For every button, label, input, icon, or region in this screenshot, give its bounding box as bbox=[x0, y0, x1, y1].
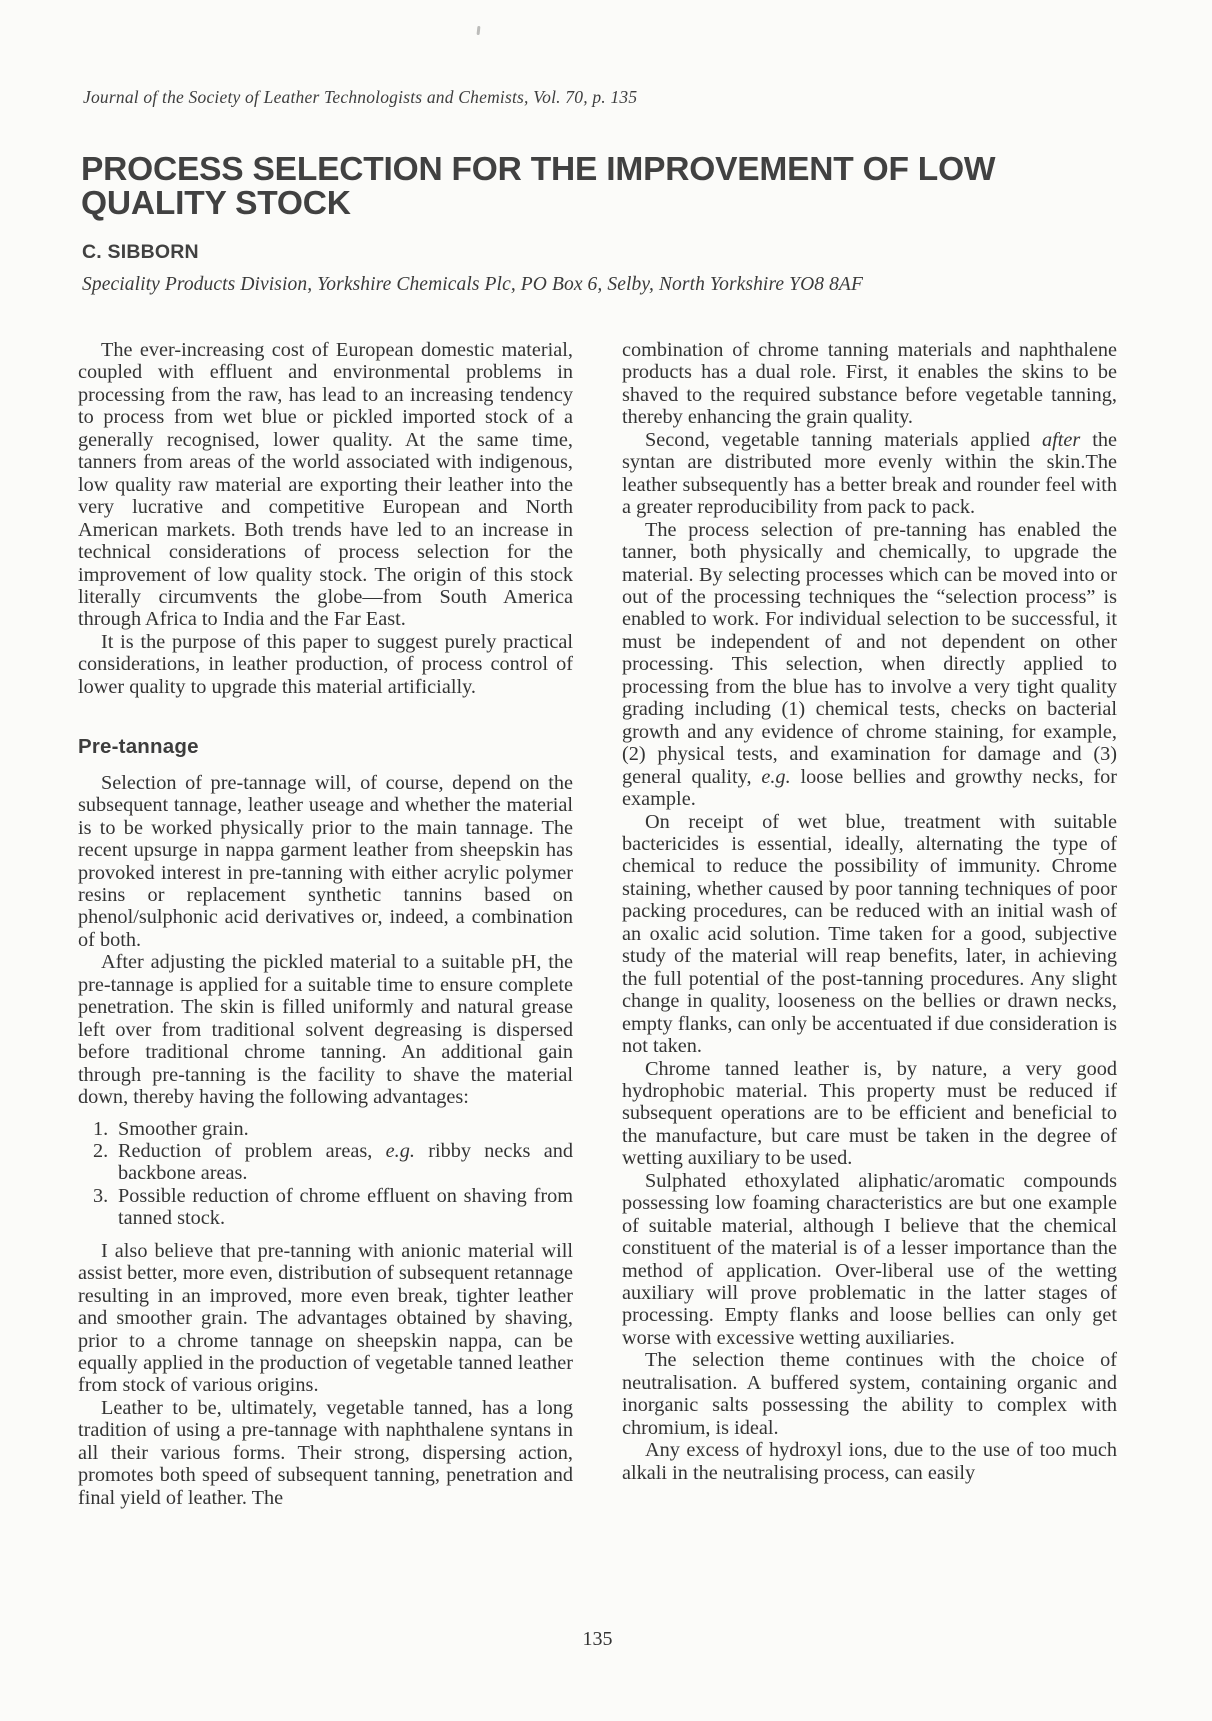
paragraph bbox=[78, 1397, 573, 1509]
text-run: Possible reduction of chrome effluent on shaving from tanned stock. bbox=[118, 1184, 573, 1230]
text-run: The ever-increasing cost of European domestic material, coupled with effluent and environmental problems in processing from the raw, has lead to an increasing tendency to process from wet blue or pickled imported stock of a generally recognised, lower quality. At the same time, tanners from areas of the world associated with indigenous, low quality raw material are exporting their leather into the very lucrative and competitive European and North American markets. Both trends have led to an increase in technical considerations of process selection for the improvement of low quality stock. The origin of this stock literally circumvents the globe—from South America through Africa to India and the Far East. bbox=[78, 339, 573, 631]
text-run: The selection theme continues with the choice of neutralisation. A buffered system, containing organic and inorganic salts possessing the ability to complex with chromium, is ideal. bbox=[622, 1349, 1117, 1439]
paragraph bbox=[78, 631, 573, 698]
paragraph bbox=[78, 1240, 573, 1397]
text-run: ribby necks and backbone areas. bbox=[118, 1139, 574, 1185]
text-run: Any excess of hydroxyl ions, due to the use of too much alkali in the neutralising process, can easily bbox=[622, 1439, 1117, 1484]
italic-text-run: e.g. bbox=[385, 1139, 415, 1162]
article-title-line-2: QUALITY STOCK bbox=[81, 184, 351, 222]
italic-text-run: e.g. bbox=[761, 765, 791, 788]
author-name: C. SIBBORN bbox=[82, 241, 199, 263]
italic-text-run: after bbox=[1041, 428, 1081, 451]
section-heading: Pre-tannage bbox=[78, 735, 199, 759]
text-run: the syntan are distributed more evenly within the skin.The leather subsequently has a better break and rounder feel with a greater reproducibility from pack to pack. bbox=[622, 428, 1118, 519]
left-column bbox=[78, 339, 573, 1509]
scan-artifact bbox=[477, 26, 481, 35]
right-column bbox=[622, 339, 1117, 1509]
paragraph bbox=[78, 339, 573, 631]
paragraph bbox=[622, 1170, 1117, 1350]
paragraph bbox=[622, 1349, 1117, 1439]
paragraph bbox=[622, 519, 1117, 811]
text-run: On receipt of wet blue, treatment with suitable bactericides is essential, ideally, alternating the type of chemical to reduce the possibility of immunity. Chrome staining, whether caused by poor tanning techniques of poor packing procedures, can be reduced with an initial wash of an oxalic acid solution. Time taken for a good, subjective study of the material will reap benefits, later, in achieving the full potential of the post-tanning procedures. Any slight change in quality, looseness on the bellies or drawn necks, empty flanks, can only be accentuated if due consideration is not taken. bbox=[622, 810, 1117, 1058]
paragraph bbox=[78, 772, 573, 952]
paragraph bbox=[622, 1058, 1117, 1170]
article-title bbox=[81, 153, 995, 220]
text-run: After adjusting the pickled material to a suitable pH, the pre-tannage is applied for a suitable time to ensure complete penetration. The skin is filled uniformly and natural grease left over from traditional solvent degreasing is dispersed before traditional chrome tanning. An additional gain through pre-tanning is the facility to shave the material down, thereby having the following advantages: bbox=[78, 951, 573, 1109]
text-run: Second, vegetable tanning materials applied bbox=[645, 428, 1042, 451]
paragraph bbox=[622, 339, 1117, 429]
article-body bbox=[78, 339, 1117, 1509]
list-item-number: 3. bbox=[93, 1184, 109, 1207]
text-run: Reduction of problem areas, bbox=[118, 1139, 386, 1162]
paragraph bbox=[622, 429, 1117, 519]
text-run: I also believe that pre-tanning with anionic material will assist better, more even, distribution of subsequent retannage resulting in an improved, more even break, tighter leather and smoother grain. The advantages obtained by shaving, prior to a chrome tannage on sheepskin nappa, can be equally applied in the production of vegetable tanned leather from stock of various origins. bbox=[78, 1239, 573, 1397]
list-item bbox=[78, 1118, 573, 1140]
text-run: Chrome tanned leather is, by nature, a very good hydrophobic material. This property must be reduced if subsequent operations are to be efficient and beneficial to the manufacture, but care must be taken in the degree of wetting auxiliary to be used. bbox=[622, 1057, 1117, 1170]
article-title-line-1: PROCESS SELECTION FOR THE IMPROVEMENT OF LOW bbox=[81, 151, 996, 188]
list-item bbox=[78, 1140, 573, 1185]
text-run: Smoother grain. bbox=[118, 1117, 249, 1140]
list-item-number: 1. bbox=[93, 1117, 109, 1140]
numbered-list bbox=[78, 1118, 573, 1230]
journal-header-line: Journal of the Society of Leather Technologists and Chemists, Vol. 70, p. 135 bbox=[83, 87, 638, 107]
paragraph bbox=[78, 951, 573, 1108]
text-run: It is the purpose of this paper to suggest purely practical considerations, in leather production, of process control of lower quality to upgrade this material artificially. bbox=[78, 630, 573, 698]
list-item-text bbox=[118, 1185, 573, 1230]
paragraph bbox=[622, 1439, 1117, 1484]
text-run: Sulphated ethoxylated aliphatic/aromatic compounds possessing low foaming characteristics are but one example of suitable material, although I believe that the chemical constituent of the material is of a lesser importance than the method of application. Over-liberal use of the wetting auxiliary will prove problematic in the latter stages of processing. Empty flanks and loose bellies can only get worse with excessive wetting auxiliaries. bbox=[622, 1169, 1117, 1349]
list-item-text bbox=[118, 1118, 573, 1140]
text-run: loose bellies and growthy necks, for example. bbox=[622, 765, 1117, 811]
author-affiliation: Speciality Products Division, Yorkshire Chemicals Plc, PO Box 6, Selby, North Yorkshire YO8 8AF bbox=[82, 274, 863, 295]
list-item-text bbox=[118, 1140, 573, 1185]
list-item-number: 2. bbox=[93, 1139, 109, 1162]
text-run: combination of chrome tanning materials and naphthalene products has a dual role. First, it enables the skins to be shaved to the required substance before vegetable tanning, thereby enhancing the grain quality. bbox=[622, 339, 1117, 429]
text-run: The process selection of pre-tanning has enabled the tanner, both physically and chemically, to upgrade the material. By selecting processes which can be moved into or out of the processing techniques the “selection process” is enabled to work. For individual selection to be successful, it must be independent of and not dependent on other processing. This selection, when directly applied to processing from the blue has to involve a very tight quality grading including (1) chemical tests, checks on bacterial growth and any evidence of chrome staining, for example, (2) physical tests, and examination for damage and (3) general quality, bbox=[622, 518, 1117, 788]
paragraph bbox=[622, 811, 1117, 1058]
page-number: 135 bbox=[582, 1628, 613, 1650]
text-run: Leather to be, ultimately, vegetable tanned, has a long tradition of using a pre-tannage with naphthalene syntans in all their various forms. Their strong, dispersing action, promotes both speed of subsequent tanning, penetration and final yield of leather. The bbox=[78, 1396, 573, 1509]
text-run: Selection of pre-tannage will, of course, depend on the subsequent tannage, leather useage and whether the material is to be worked physically prior to the main tannage. The recent upsurge in nappa garment leather from sheepskin has provoked interest in pre-tanning with either acrylic polymer resins or replacement synthetic tannins based on phenol/sulphonic acid derivatives or, indeed, a combination of both. bbox=[78, 771, 573, 951]
list-item bbox=[78, 1185, 573, 1230]
